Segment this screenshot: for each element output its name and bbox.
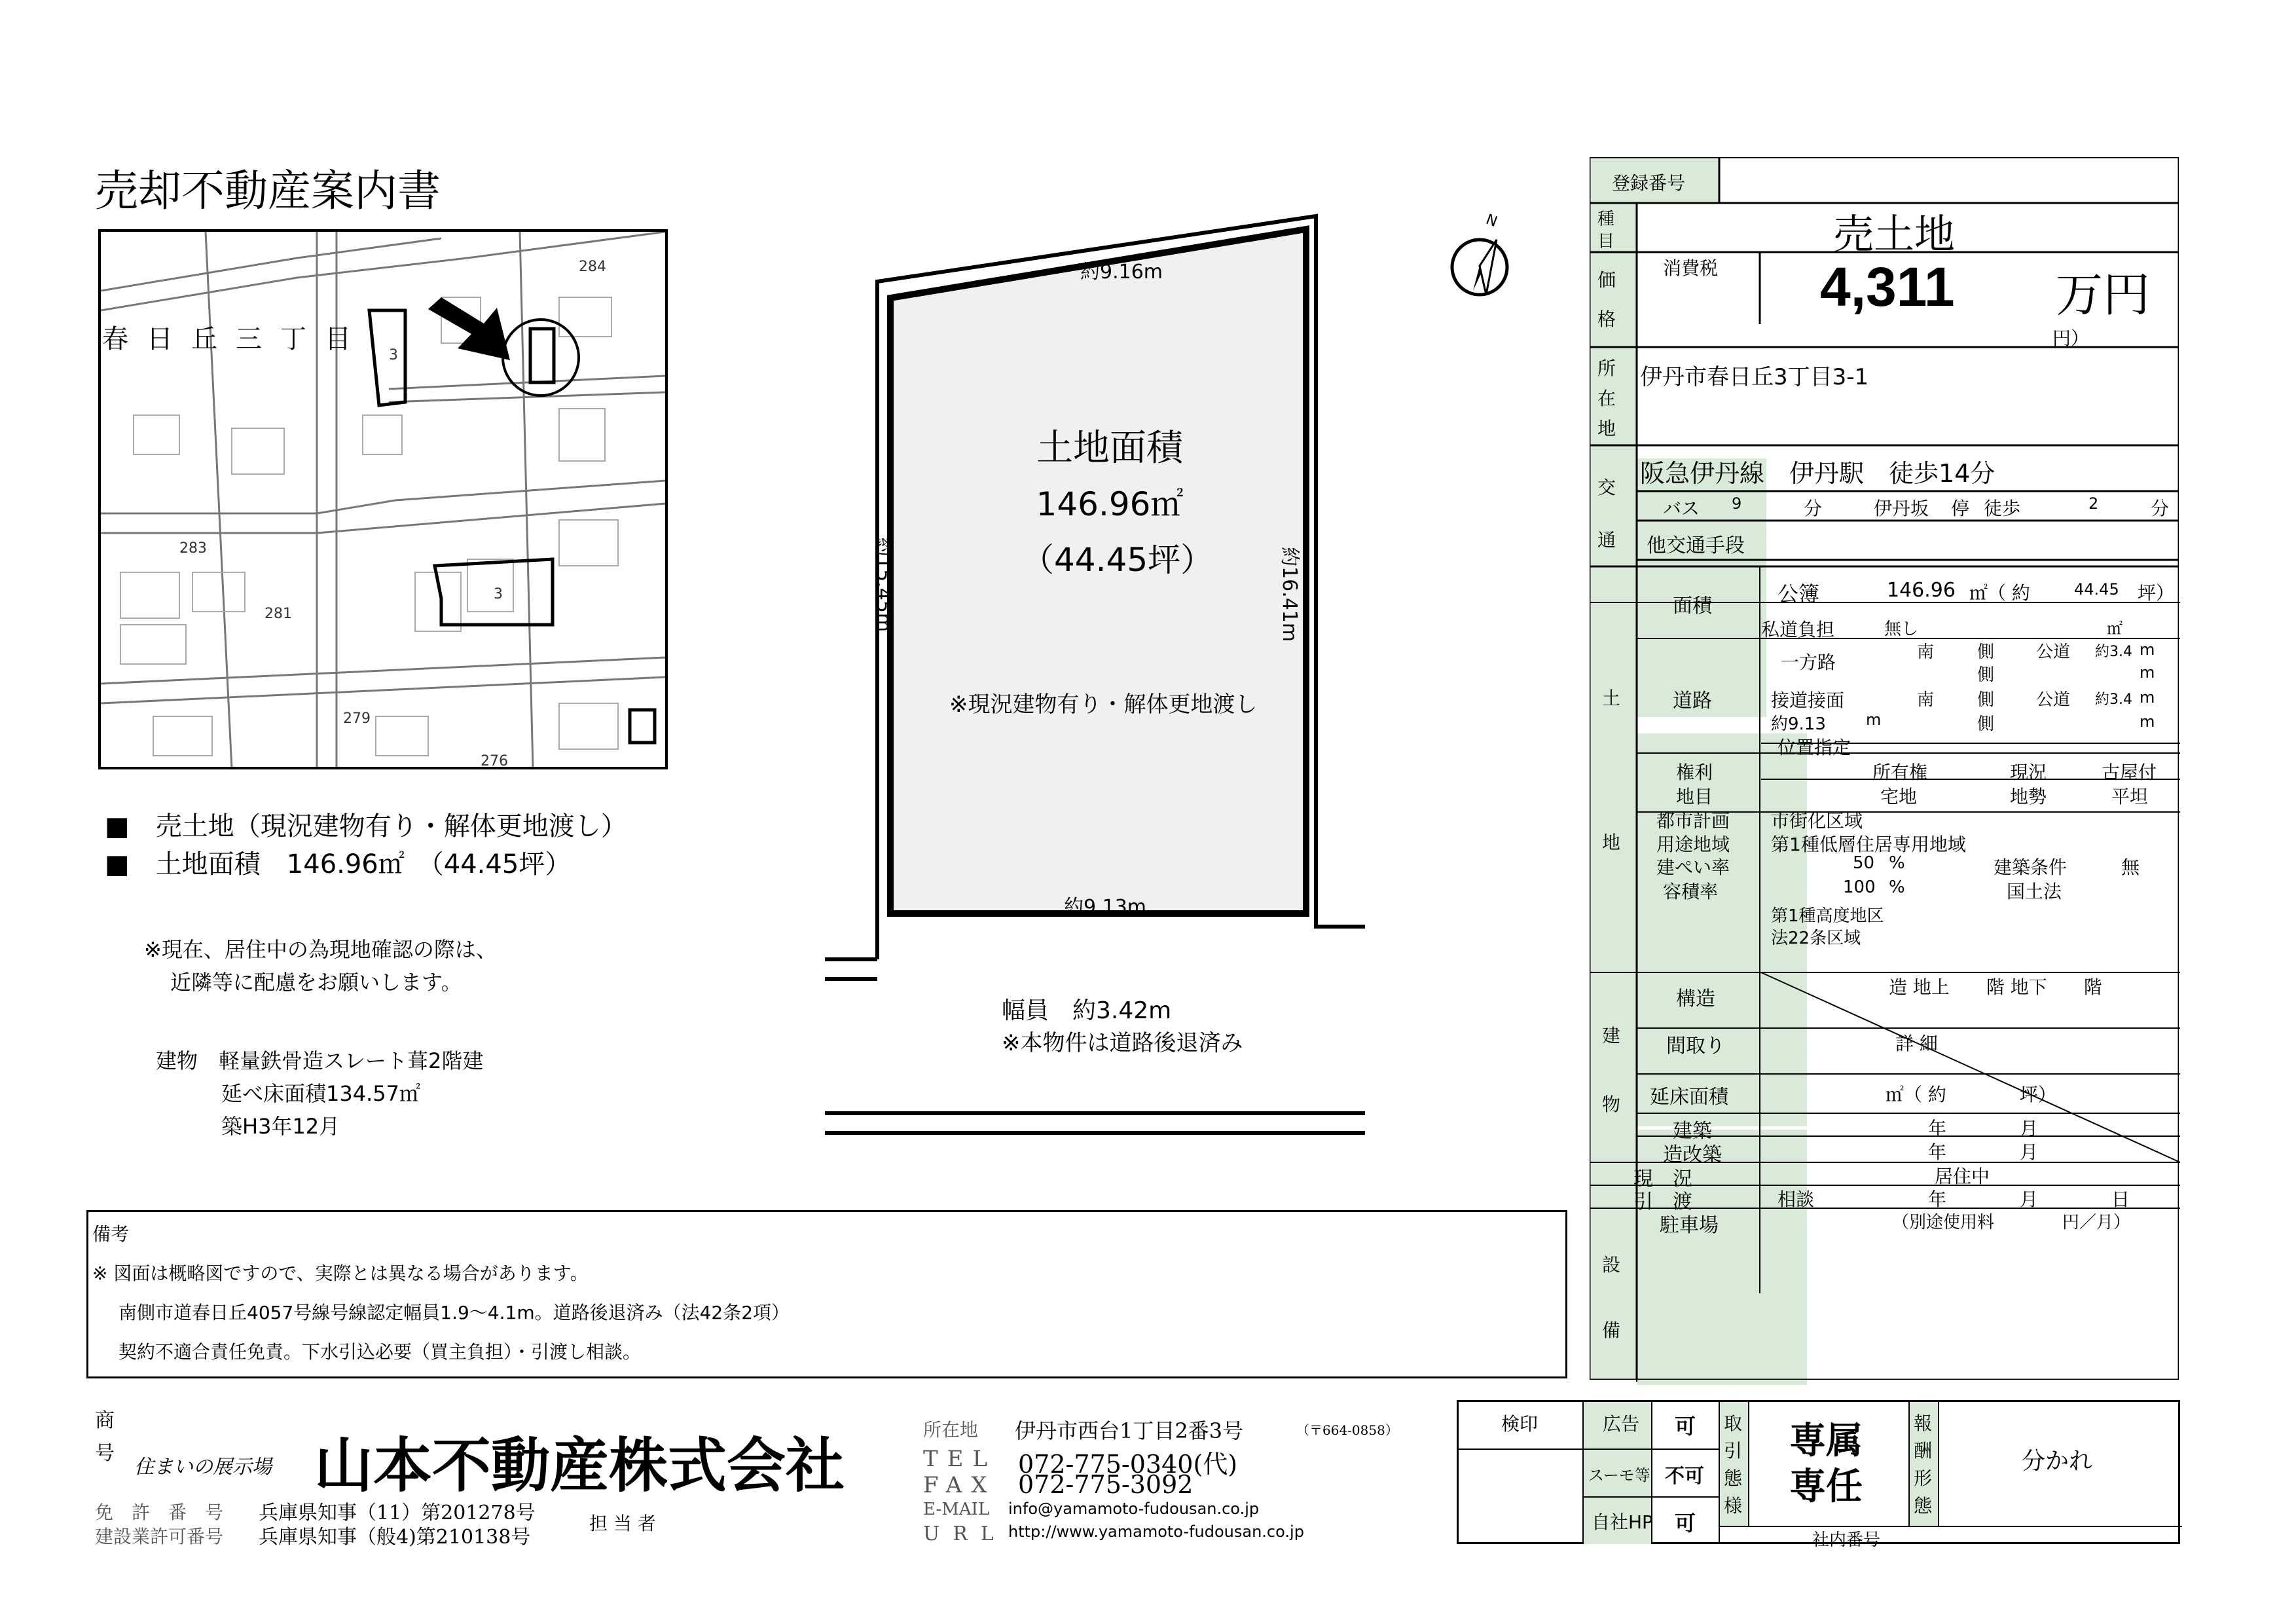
ad-label: 広告 xyxy=(1603,1413,1640,1435)
building-info xyxy=(156,1044,483,1143)
area-sqm-unit: ㎡（ 約 xyxy=(1969,582,2030,604)
visit-note-line-2: 近隣等に配慮をお願いします。 xyxy=(170,970,462,995)
page-title: 売却不動産案内書 xyxy=(95,166,441,216)
frontage-value: 約9.13 xyxy=(1771,714,1826,734)
suumo-value: 不可 xyxy=(1665,1465,1704,1488)
road1-dir: 南 xyxy=(1917,642,1935,662)
license-label: 免 許 番 号 xyxy=(95,1502,224,1523)
construction-label: 建設業許可番号 xyxy=(95,1526,224,1547)
summary-bullet-1: ■ 売土地（現況建物有り・解体更地渡し） xyxy=(105,811,627,841)
svg-text:3: 3 xyxy=(389,347,398,363)
parking-label: 駐車場 xyxy=(1660,1214,1719,1237)
building-label-2: 物 xyxy=(1602,1094,1621,1115)
svg-text:276: 276 xyxy=(481,753,508,767)
other-restriction-2: 法22条区域 xyxy=(1771,929,1861,948)
kind-label: 種目 xyxy=(1597,210,1615,251)
building-label-1: 建 xyxy=(1602,1025,1621,1046)
building-line-1: 建物 軽量鉄骨造スレート葺2階建 xyxy=(156,1048,484,1073)
right-label: 権利 xyxy=(1676,762,1713,783)
kenin-label: 検印 xyxy=(1501,1413,1539,1435)
building-line-3: 築H3年12月 xyxy=(221,1114,340,1139)
area-label: 面積 xyxy=(1673,595,1712,618)
construction-value: 兵庫県知事（般4)第210138号 xyxy=(259,1526,531,1549)
status-value: 古屋付 xyxy=(2102,762,2157,783)
company-name: 山本不動産株式会社 xyxy=(314,1431,845,1500)
bus-stop: 伊丹坂 xyxy=(1874,498,1929,519)
chimoku-value: 宅地 xyxy=(1880,786,1918,807)
fax-label: FAX xyxy=(923,1472,996,1498)
remarks-line-1: ※ 図面は概略図ですので、実際とは異なる場合があります。 xyxy=(92,1263,589,1284)
person-in-charge: 担 当 者 xyxy=(589,1513,656,1534)
bcr-unit: % xyxy=(1889,853,1905,873)
traffic-label: 交通 xyxy=(1597,477,1616,551)
area-tsubo-value: 44.45 xyxy=(2074,580,2119,599)
address-label: 所在地 xyxy=(923,1419,979,1441)
current-label: 現 況 xyxy=(1633,1168,1692,1190)
building-line-2: 延べ床面積134.57㎡ xyxy=(221,1081,420,1106)
price-value: 4,311 xyxy=(1820,256,1955,318)
road2-side: 側 xyxy=(1977,665,1995,685)
stop-label: 停 xyxy=(1951,498,1970,519)
walk-fun: 分 xyxy=(2151,498,2170,519)
summary-bullet-2: ■ 土地面積 146.96㎡ （44.45坪） xyxy=(105,849,572,879)
handover-label: 引 渡 xyxy=(1633,1190,1692,1213)
road-label: 道路 xyxy=(1673,690,1712,712)
frontage-unit: m xyxy=(1866,710,1882,729)
svg-text:283: 283 xyxy=(179,540,207,557)
price-yen: 円） xyxy=(2052,327,2090,349)
far-unit: % xyxy=(1889,877,1905,897)
built-label: 建築 xyxy=(1673,1120,1712,1143)
road4-side: 側 xyxy=(1977,714,1995,734)
bcr-label: 建ぺい率 xyxy=(1656,857,1730,878)
road-width: 幅員 約3.42m xyxy=(1002,997,1172,1024)
svg-text:3: 3 xyxy=(494,586,503,602)
hp-value: 可 xyxy=(1675,1511,1696,1536)
north-compass-icon xyxy=(1447,223,1519,301)
current-value: 居住中 xyxy=(1935,1166,1990,1187)
location-label: 所在地 xyxy=(1597,358,1616,439)
exclusive-line-1: 専属 xyxy=(1789,1420,1863,1462)
visit-note xyxy=(144,933,497,999)
plot-left-length: 約15.45m xyxy=(872,537,895,633)
status-label: 現況 xyxy=(2010,762,2047,783)
walk-minutes: 2 xyxy=(2088,494,2099,513)
hp-label: 自社HP xyxy=(1592,1511,1653,1533)
kind-value: 売土地 xyxy=(1833,210,1956,258)
setback-note: ※本物件は道路後退済み xyxy=(1002,1030,1243,1056)
frontage-label: 接道接面 xyxy=(1771,690,1845,711)
area-tsubo-unit: 坪） xyxy=(2138,582,2175,604)
bus-fun: 分 xyxy=(1804,498,1823,519)
walk-label: 徒歩 xyxy=(1984,498,2021,519)
road3-dir: 南 xyxy=(1917,690,1935,710)
suumo-label: スーモ等 xyxy=(1588,1466,1650,1485)
road4-unit: m xyxy=(2140,712,2155,731)
price-unit: 万円 xyxy=(2056,267,2151,322)
terrain-value: 平坦 xyxy=(2111,786,2149,807)
north-label: N xyxy=(1484,211,1500,231)
plot-bottom-length: 約9.13m xyxy=(1064,896,1147,919)
train-line: 阪急伊丹線 伊丹駅 徒歩14分 xyxy=(1640,459,1995,488)
address-value: 伊丹市西台1丁目2番3号 xyxy=(1015,1418,1244,1443)
layout-label: 間取り xyxy=(1666,1035,1725,1058)
road2-unit: m xyxy=(2140,663,2155,682)
zone-value: 第1種低層住居専用地域 xyxy=(1771,834,1966,855)
location-map xyxy=(98,229,668,769)
url-label: URL xyxy=(923,1522,1007,1545)
shogo-label: 商号 xyxy=(95,1409,115,1465)
reg-no-label: 登録番号 xyxy=(1612,172,1686,194)
zip-code: （〒664-0858） xyxy=(1296,1422,1398,1438)
ad-value: 可 xyxy=(1675,1414,1696,1439)
national-law-label: 国土法 xyxy=(2007,881,2062,902)
handover-date: 年 月 日 xyxy=(1928,1189,2130,1210)
road3-width: 約3.4 xyxy=(2095,692,2132,708)
renovation-value: 年 月 xyxy=(1928,1141,2039,1163)
tel-label: TEL xyxy=(923,1446,997,1472)
bcr-value: 50 xyxy=(1853,853,1875,873)
plot-top-length: 約9.16m xyxy=(1080,261,1163,284)
bus-minutes: 9 xyxy=(1732,494,1742,513)
license-value: 兵庫県知事（11）第201278号 xyxy=(259,1502,536,1524)
price-label: 価格 xyxy=(1597,269,1616,330)
plot-area-sqm: 146.96㎡ xyxy=(1036,485,1184,523)
plot-right-length: 約16.41m xyxy=(1278,547,1301,642)
visit-note-line-1: ※現在、居住中の為現地確認の際は、 xyxy=(144,937,497,962)
one-side-road: 一方路 xyxy=(1781,652,1836,673)
road3-type: 公道 xyxy=(2036,690,2071,710)
city-plan-label: 都市計画 xyxy=(1656,810,1730,832)
land-label-1: 土 xyxy=(1602,688,1621,709)
sheet-gridlines xyxy=(1590,157,2180,1382)
svg-text:281: 281 xyxy=(264,606,292,622)
plot-area-title: 土地面積 xyxy=(1036,427,1183,470)
build-cond-value: 無 xyxy=(2121,857,2140,878)
other-transport: 他交通手段 xyxy=(1647,534,1745,557)
zone-label: 用途地域 xyxy=(1656,834,1730,855)
approval-box xyxy=(1457,1400,2180,1550)
right-value: 所有権 xyxy=(1872,762,1928,783)
torihiki-label: 取引態様 xyxy=(1724,1412,1743,1517)
other-restriction-1: 第1種高度地区 xyxy=(1771,906,1884,926)
handover-value: 相談 xyxy=(1777,1189,1815,1210)
email-value[interactable]: info@yamamoto-fudousan.co.jp xyxy=(1008,1500,1260,1518)
floor-area-value: ㎡（ 約 坪） xyxy=(1886,1084,2056,1105)
road3-side: 側 xyxy=(1977,690,1995,710)
parking-value: （別途使用料 円／月） xyxy=(1892,1213,2131,1232)
structure-label: 構造 xyxy=(1676,987,1715,1010)
layout-detail: 詳 細 xyxy=(1895,1033,1938,1054)
area-value: 146.96 xyxy=(1887,579,1956,602)
build-cond-label: 建築条件 xyxy=(1994,857,2068,878)
arrow-icon xyxy=(428,297,510,360)
remarks-box xyxy=(86,1210,1567,1378)
bus-label: バス xyxy=(1663,498,1700,519)
internal-no-label: 社内番号 xyxy=(1812,1530,1881,1550)
map-area-label: 春日丘三丁目 xyxy=(102,324,369,354)
svg-text:284: 284 xyxy=(579,259,606,275)
exclusive-line-2: 専任 xyxy=(1789,1466,1863,1508)
road1-type: 公道 xyxy=(2036,642,2071,662)
remarks-line-3: 契約不適合責任免責。下水引込必要（買主負担）・引渡し相談。 xyxy=(118,1341,642,1363)
road1-side: 側 xyxy=(1977,642,1995,662)
plot-note: ※現況建物有り・解体更地渡し xyxy=(949,692,1258,718)
location-value: 伊丹市春日丘3丁目3-1 xyxy=(1640,364,1869,390)
svg-text:279: 279 xyxy=(343,710,371,727)
fax-value: 072-775-3092 xyxy=(1018,1470,1194,1499)
chimoku-label: 地目 xyxy=(1676,786,1713,807)
private-road-unit: ㎡ xyxy=(2107,619,2123,638)
equip-label-1: 設 xyxy=(1602,1254,1621,1276)
built-value: 年 月 xyxy=(1928,1118,2039,1139)
road1-width: 約3.4 xyxy=(2095,644,2132,660)
far-value: 100 xyxy=(1843,877,1876,897)
remarks-label: 備考 xyxy=(92,1223,130,1245)
land-label-2: 地 xyxy=(1602,832,1621,853)
private-road-value: 無し xyxy=(1884,619,1919,639)
private-road-label: 私道負担 xyxy=(1761,619,1835,640)
tax-label: 消費税 xyxy=(1663,257,1719,279)
fee-label: 報酬形態 xyxy=(1914,1412,1933,1517)
url-value[interactable]: http://www.yamamoto-fudousan.co.jp xyxy=(1008,1522,1304,1541)
city-plan-value: 市街化区域 xyxy=(1771,810,1863,832)
remarks-line-2: 南側市道春日丘4057号線号線認定幅員1.9～4.1m。道路後退済み（法42条2項） xyxy=(118,1302,790,1323)
email-label: E-MAIL xyxy=(923,1500,990,1519)
map-streets xyxy=(101,232,665,767)
plot-area-tsubo: （44.45坪） xyxy=(1021,541,1214,579)
fee-value: 分かれ xyxy=(2022,1448,2093,1475)
company-tagline: 住まいの展示場 xyxy=(134,1456,272,1479)
tel-value[interactable]: 072-775-0340(代) xyxy=(1018,1450,1238,1479)
road3-unit: m xyxy=(2140,688,2155,707)
equip-label-2: 備 xyxy=(1602,1320,1621,1341)
position-designation: 位置指定 xyxy=(1777,737,1851,758)
floor-area-label: 延床面積 xyxy=(1650,1086,1728,1109)
koubo-label: 公簿 xyxy=(1777,581,1820,606)
structure-value: 造 地上 階 地下 階 xyxy=(1889,976,2102,998)
renovation-label: 造改築 xyxy=(1663,1143,1722,1166)
road1-unit: m xyxy=(2140,640,2155,659)
far-label: 容積率 xyxy=(1663,881,1719,902)
terrain-label: 地勢 xyxy=(2010,786,2047,807)
